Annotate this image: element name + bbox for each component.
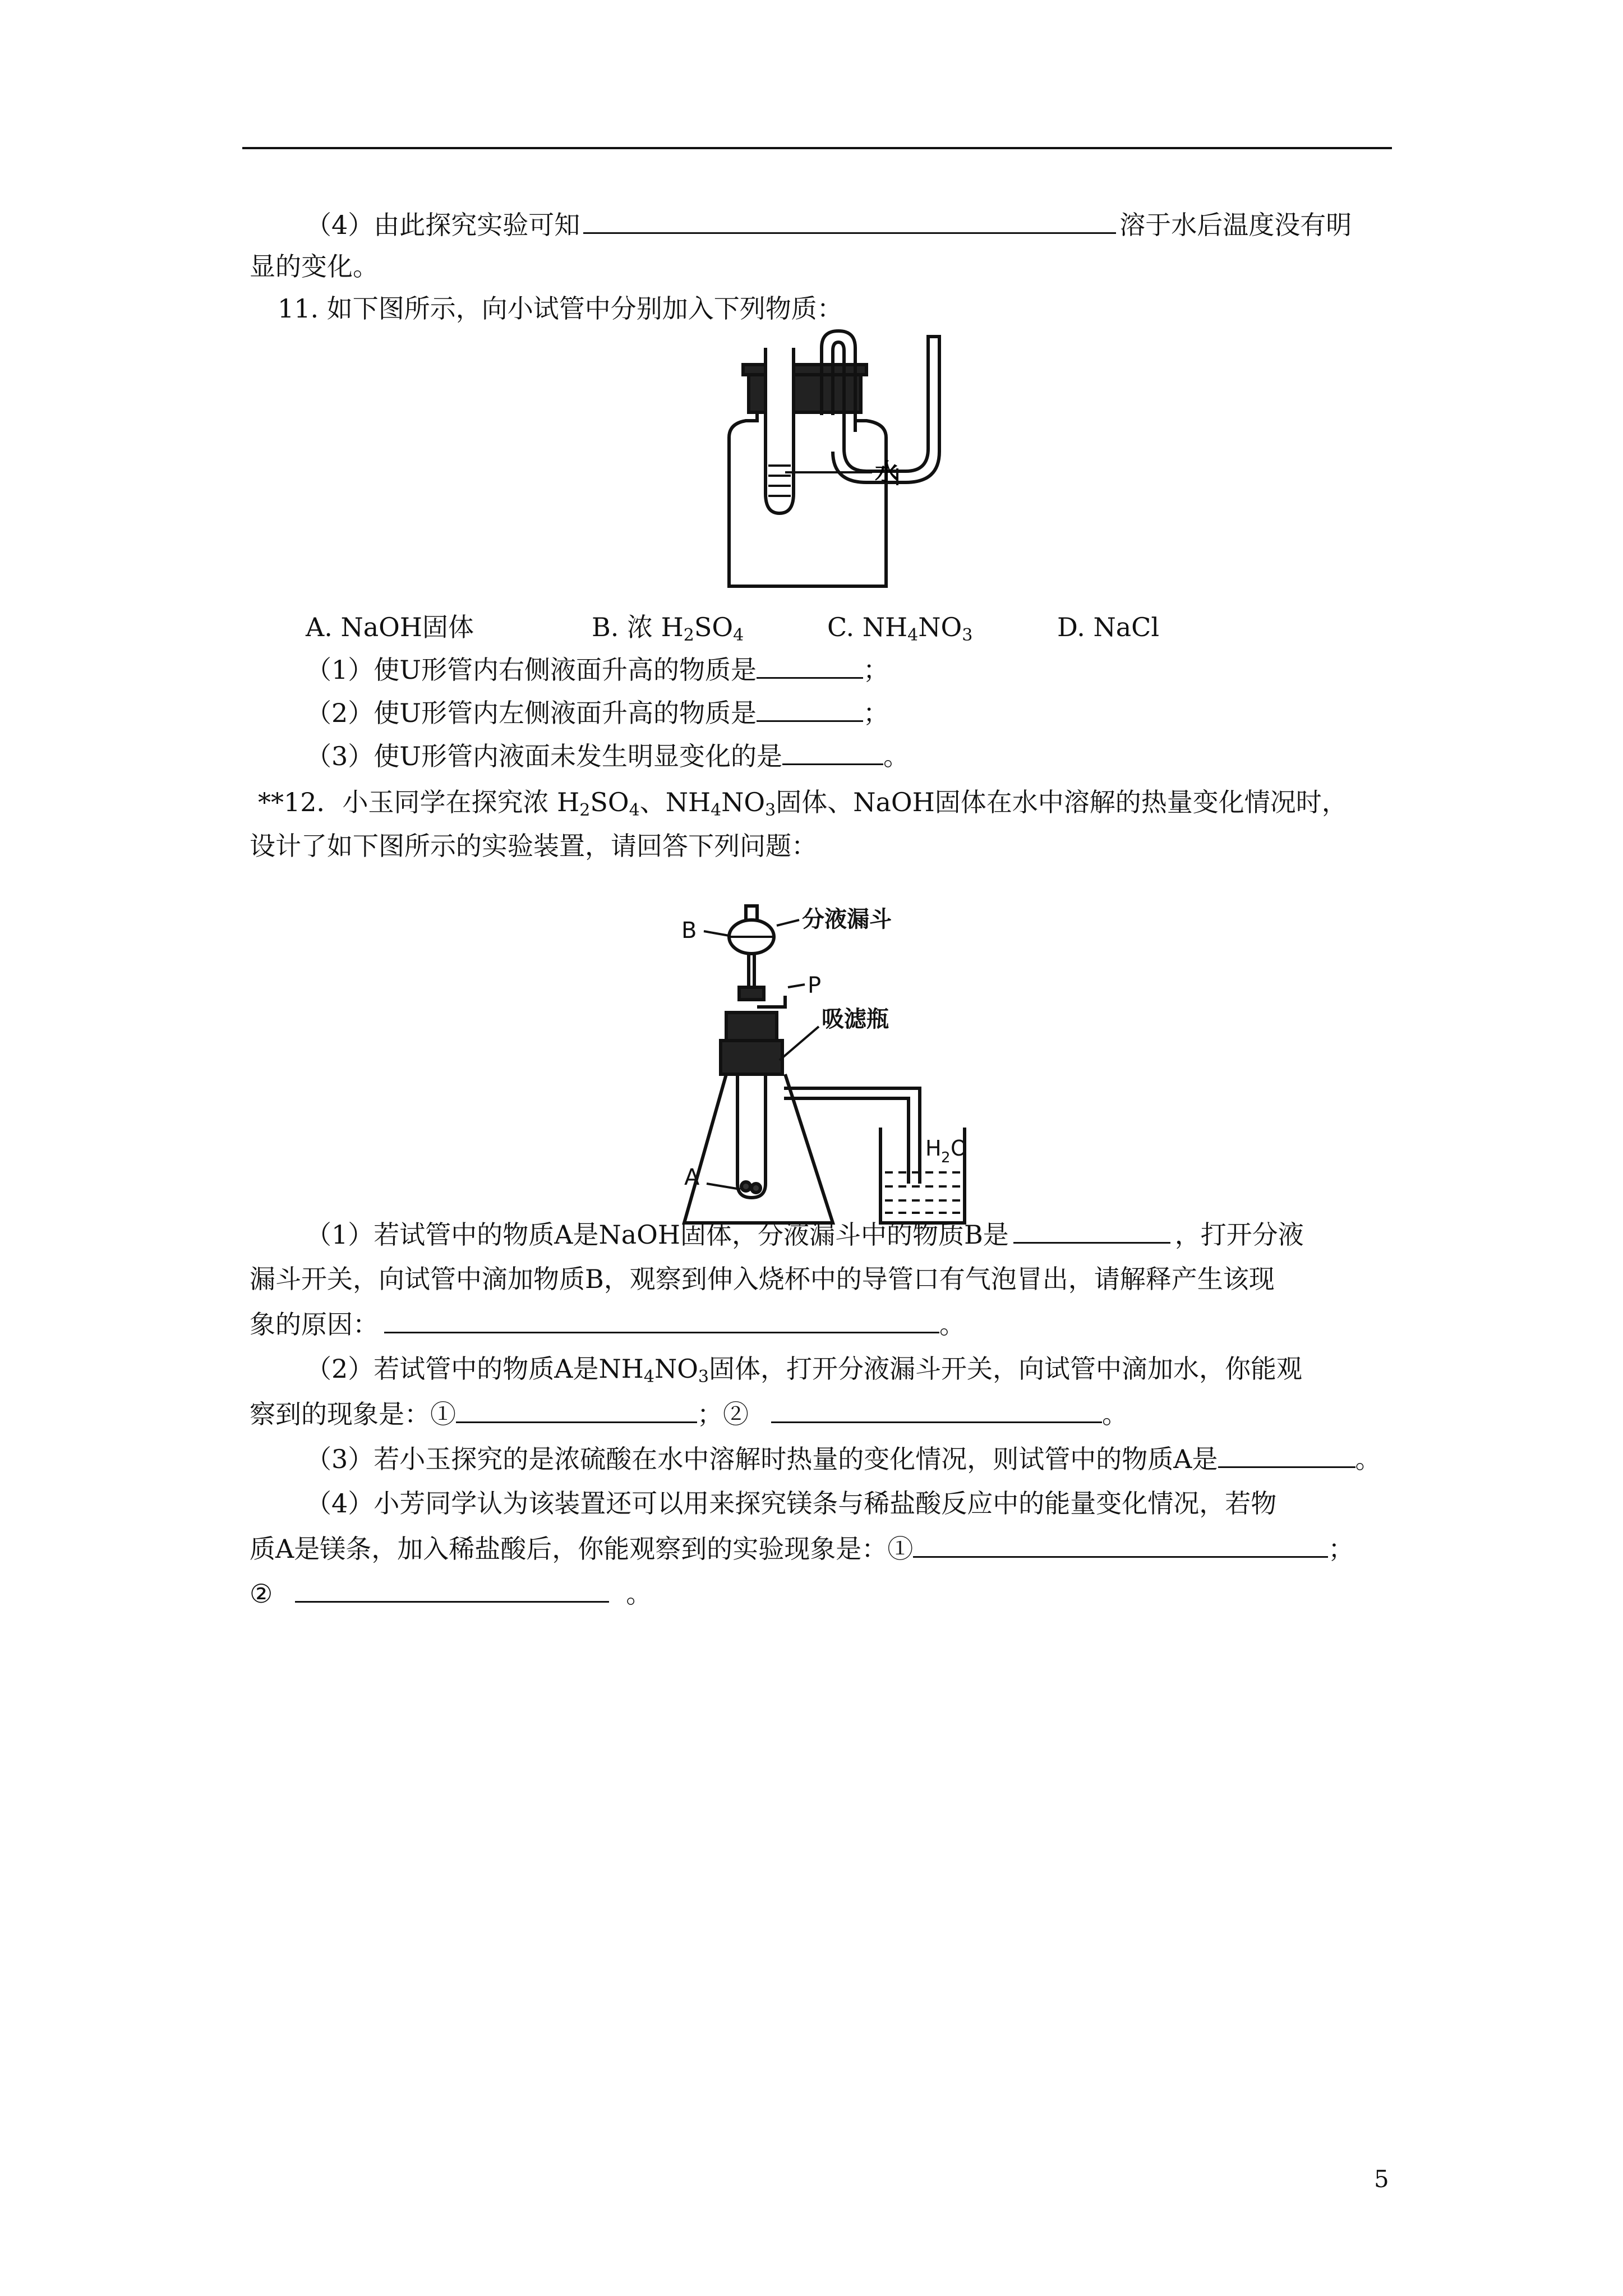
q12-p2-post: 固体，打开分液漏斗开关，向试管中滴加水，你能观 — [709, 1354, 1303, 1384]
q12-p4-l1: （4）小芳同学认为该装置还可以用来探究镁条与稀盐酸反应中的能量变化情况，若物 — [306, 1488, 1277, 1519]
answer-blank[interactable] — [456, 1397, 697, 1423]
label-funnel: 分液漏斗 — [802, 907, 892, 932]
label-o: O — [951, 1136, 967, 1161]
q12-part1-line2 — [250, 1262, 1275, 1296]
q12-stem-s1: 2 — [579, 800, 591, 820]
q12-part4-line1 — [306, 1487, 1276, 1520]
q11-p2-text: （2）使U形管内左侧液面升高的物质是 — [306, 698, 757, 728]
header-rule — [242, 147, 1392, 149]
q12-part1-line3 — [250, 1307, 965, 1341]
q12-p3-post: 。 — [1355, 1444, 1381, 1474]
answer-blank[interactable] — [384, 1307, 939, 1333]
option-b-sub1: 2 — [683, 625, 694, 645]
option-c-sub1: 4 — [907, 625, 919, 645]
q12-p2-mid: NO — [654, 1354, 698, 1384]
option-a — [306, 610, 474, 644]
q12-stem-line2 — [250, 829, 817, 863]
answer-blank[interactable] — [757, 696, 863, 722]
q12-p1-post: ，打开分液 — [1174, 1220, 1304, 1250]
answer-blank[interactable] — [757, 652, 863, 679]
q12-p2-s2: 3 — [698, 1367, 709, 1387]
q12-p1-pre: （1）若试管中的物质A是NaOH固体，分液漏斗中的物质B是 — [306, 1220, 1009, 1250]
option-c-pre: C. NH — [827, 612, 908, 642]
q11-part2 — [306, 696, 889, 730]
q11-stem-text: 11. 如下图所示，向小试管中分别加入下列物质： — [278, 293, 843, 324]
option-b-pre: B. 浓 H — [592, 612, 684, 642]
label-flask: 吸滤瓶 — [822, 1006, 889, 1032]
q12-stem-a: **12．小玉同学在探究浓 H — [258, 787, 580, 817]
q12-p1-l3-post: 。 — [939, 1309, 965, 1340]
q11-part1 — [306, 652, 889, 687]
answer-blank[interactable] — [913, 1531, 1328, 1558]
q12-p1-l3-pre: 象的原因： — [250, 1309, 379, 1340]
q12-apparatus-figure — [673, 892, 987, 1228]
answer-blank[interactable] — [771, 1397, 1102, 1423]
q12-p2-l2-mid: ；② — [697, 1399, 749, 1429]
q12-part1-line1 — [306, 1217, 1304, 1251]
q12-stem-e: 固体、NaOH固体在水中溶解的热量变化情况时， — [776, 787, 1348, 817]
q12-stem2-text: 设计了如下图所示的实验装置，请回答下列问题： — [250, 831, 817, 861]
q12-p4-l2-pre: 质A是镁条，加入稀盐酸后，你能观察到的实验现象是：① — [250, 1534, 914, 1564]
option-d-text: D. NaCl — [1057, 612, 1160, 642]
option-b — [592, 610, 744, 644]
q12-part2-line1 — [306, 1352, 1302, 1386]
q12-part4-line2 — [250, 1531, 1354, 1566]
q12-stem-s3: 4 — [711, 800, 722, 820]
label-h-sub: 2 — [941, 1149, 951, 1166]
answer-blank[interactable] — [295, 1576, 609, 1603]
q12-p2-l2-pre: 察到的现象是：① — [250, 1399, 456, 1429]
q10-part4-line1 — [306, 208, 1352, 242]
q12-stem-b: SO — [590, 787, 629, 817]
answer-blank[interactable] — [1218, 1442, 1355, 1468]
q12-part3 — [306, 1442, 1381, 1476]
q12-p4-l2-post: ； — [1328, 1534, 1354, 1564]
label-h: H — [925, 1136, 942, 1161]
label-p: P — [808, 973, 822, 999]
page-number: 5 — [1374, 2165, 1389, 2193]
q11-p1-end: ； — [863, 655, 889, 685]
q12-p3-pre: （3）若小玉探究的是浓硫酸在水中溶解时热量的变化情况，则试管中的物质A是 — [306, 1444, 1218, 1474]
water-label: 水 — [875, 458, 899, 486]
option-c — [827, 610, 972, 644]
q11-part3 — [306, 739, 909, 773]
option-c-sub2: 3 — [962, 625, 973, 645]
option-a-text: A. NaOH固体 — [306, 612, 474, 642]
answer-blank[interactable] — [782, 739, 883, 765]
q12-stem-d: NO — [721, 787, 766, 817]
q11-apparatus-figure — [712, 325, 959, 589]
option-c-mid: NO — [918, 612, 962, 642]
option-d — [1057, 610, 1159, 644]
q12-stem-line1 — [258, 785, 1348, 819]
q12-p2-l2-post: 。 — [1102, 1399, 1128, 1429]
label-a: A — [684, 1165, 700, 1190]
q12-p2-pre: （2）若试管中的物质A是NH — [306, 1354, 644, 1384]
q12-stem-s4: 3 — [765, 800, 776, 820]
q12-part2-line2 — [250, 1397, 1128, 1431]
option-b-sub2: 4 — [733, 625, 744, 645]
label-b: B — [681, 918, 697, 944]
q11-stem — [278, 292, 843, 325]
q11-p1-text: （1）使U形管内右侧液面升高的物质是 — [306, 655, 757, 685]
q11-p3-end: 。 — [883, 741, 910, 771]
q10-part4-post: 溶于水后温度没有明 — [1119, 210, 1352, 240]
option-b-mid: SO — [694, 612, 734, 642]
answer-blank[interactable] — [583, 208, 1116, 234]
q10-part4-cont: 显的变化。 — [250, 251, 379, 282]
answer-blank[interactable] — [1013, 1217, 1170, 1244]
q11-p3-text: （3）使U形管内液面未发生明显变化的是 — [306, 741, 783, 771]
q12-stem-s2: 4 — [629, 800, 640, 820]
q10-part4-pre: （4）由此探究实验可知 — [306, 210, 580, 240]
q12-p4-l3-pre: ② — [250, 1579, 273, 1609]
q12-p1-l2: 漏斗开关，向试管中滴加物质B，观察到伸入烧杯中的导管口有气泡冒出，请解释产生该现 — [250, 1264, 1275, 1294]
q12-p4-l3-post: 。 — [626, 1579, 652, 1609]
q12-p2-s1: 4 — [643, 1367, 654, 1387]
q10-part4-line2 — [250, 250, 379, 283]
q12-stem-c: 、NH — [639, 787, 711, 817]
q12-part4-line3 — [250, 1576, 652, 1611]
q11-p2-end: ； — [863, 698, 889, 728]
